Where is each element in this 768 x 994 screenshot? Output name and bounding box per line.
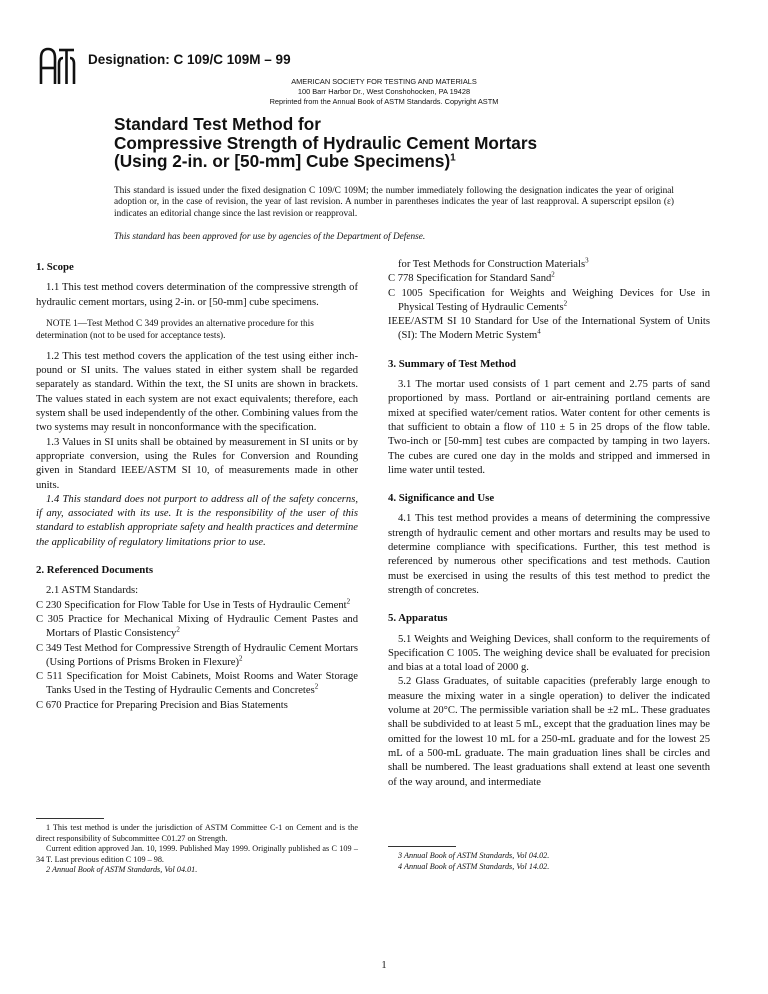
footnote-3: 3 Annual Book of ASTM Standards, Vol 04.02.	[398, 851, 550, 860]
section-1-4: 1.4 This standard does not purport to address all of the safety concerns, if any, associated with its use. It is the responsibility of the user of this standard to establish appropriate safety and health practices and determine the applicability of regulatory limitations prior to use.	[36, 493, 358, 548]
standard-notice: This standard is issued under the fixed designation C 109/C 109M; the number immediately following the designation indicates the year of original adoption or, in the case of revision, the year of last revision. A number in parentheses indicates the year of last reapproval. A superscript epsilon (ε) indicates an editorial change since the last revision or reapproval.	[114, 186, 674, 219]
footnote-1-edition: Current edition approved Jan. 10, 1999. Published May 1999. Originally published as C 109 – 34 T. Last previous edition C 109 – 98.	[36, 844, 358, 864]
footnote-4: 4 Annual Book of ASTM Standards, Vol 14.02.	[398, 861, 550, 871]
footnote-1: 1 This test method is under the jurisdiction of ASTM Committee C-1 on Cement and is the direct responsibility of Subcommittee C01.27 on Strength.	[36, 823, 358, 843]
society-address: 100 Barr Harbor Dr., West Conshohocken, PA 19428	[297, 87, 471, 96]
footnotes-left	[36, 818, 358, 876]
reference-item: C 778 Specification for Standard Sand$^2$	[388, 270, 555, 285]
section-2-1: 2.1 ASTM Standards:	[46, 585, 139, 597]
apparatus-heading: 5. Apparatus	[388, 612, 448, 625]
section-4-1: 4.1 This test method provides a means of determining the compressive strength of hydraulic cement and other mortars and results may be used to determine compliance with specifications. Further, this test method is referenced by numerous other specifications and test methods. Caution must be exercised in using the results of this test method to predict the strength of concretes.	[388, 513, 710, 596]
footnote-rule	[388, 846, 456, 847]
dod-approval: This standard has been approved for use by agencies of the Department of Defense.	[114, 232, 426, 242]
reference-item: C 511 Specification for Moist Cabinets, Moist Rooms and Water Storage Tanks Used in the Testing of Hydraulic Cements and Concretes$^2$	[36, 671, 358, 697]
footnotes-right	[388, 846, 710, 872]
significance-heading: 4. Significance and Use	[388, 492, 495, 505]
reference-item: C 1005 Specification for Weights and Weighing Devices for Use in Physical Testing of Hydraulic Cements$^2$	[388, 287, 710, 313]
title-footnote-mark: 1	[450, 152, 456, 164]
reference-item: C 670 Practice for Preparing Precision and Bias Statements	[36, 699, 288, 711]
footnote-2: 2 Annual Book of ASTM Standards, Vol 04.01.	[46, 865, 198, 874]
section-1-3: 1.3 Values in SI units shall be obtained by measurement in SI units or by appropriate conversion, using the Rules for Conversion and Rounding given in Standard IEEE/ASTM SI 10, of measurements made in other units.	[36, 436, 358, 491]
scope-heading: 1. Scope	[36, 261, 74, 273]
reference-item: C 349 Test Method for Compressive Strength of Hydraulic Cement Mortars (Using Portions of Prisms Broken in Flexure)$^2$	[36, 642, 358, 668]
note-1: NOTE 1—Test Method C 349 provides an alternative procedure for this determination (not to be used for acceptance tests).	[36, 318, 314, 341]
referenced-documents-heading: 2. Referenced Documents	[36, 564, 154, 577]
reference-item: C 230 Specification for Flow Table for Use in Tests of Hydraulic Cement$^2$	[36, 597, 351, 611]
section-1-2: 1.2 This test method covers the application of the test using either inch-pound or SI units. The values stated in either system shall be regarded separately as standard. Within the text, the SI units are shown in brackets. The values stated in each system are not exact equivalents; therefore, each system shall be used independently of the other. Combining values from the two systems may result in nonconformance with the specification.	[36, 350, 358, 434]
reference-item: C 305 Practice for Mechanical Mixing of Hydraulic Cement Pastes and Mortars of Plastic Consistency$^2$	[36, 613, 358, 640]
title-line-3: (Using 2-in. or [50-mm] Cube Specimens)$^1$	[114, 151, 456, 171]
society-name: AMERICAN SOCIETY FOR TESTING AND MATERIALS	[291, 77, 477, 86]
summary-heading: 3. Summary of Test Method	[388, 357, 517, 370]
left-column	[36, 258, 358, 874]
title-line-1: Standard Test Method for	[114, 114, 321, 134]
reference-item-cont: for Test Methods for Construction Materials$^3$	[398, 256, 589, 270]
designation: Designation: C 109/C 109M – 99	[88, 52, 291, 67]
section-5-1: 5.1 Weights and Weighing Devices, shall conform to the requirements of Specification C 1005. The weighing device shall be evaluated for precision and bias at a total load of 2000 g.	[388, 633, 710, 674]
document-title	[114, 115, 674, 171]
title-line-2: Compressive Strength of Hydraulic Cement Mortars	[114, 132, 538, 153]
reference-item: IEEE/ASTM SI 10 Standard for Use of the International System of Units (SI): The Modern Metric System$^4$	[388, 316, 710, 342]
section-5-2: 5.2 Glass Graduates, of suitable capacities (preferably large enough to measure the mixing water in a single operation) to deliver the indicated volume at 20°C. The permissible variation shall be ±2 mL. These graduates shall be subdivided to at least 5 mL, except that the graduation lines may be omitted for the lowest 10 mL for a 250-mL graduate and for the lowest 25 mL of a 500-mL graduate. The main graduation lines shall be circles and shall be numbered. The least graduations shall extend at least one seventh of the way around, and intermediate	[388, 676, 710, 788]
reprint-notice: Reprinted from the Annual Book of ASTM Standards. Copyright ASTM	[269, 97, 499, 106]
reference-list	[36, 599, 358, 713]
footnote-rule	[36, 818, 104, 819]
page-number: 1	[381, 960, 387, 971]
right-column	[388, 256, 710, 871]
section-1-1: 1.1 This test method covers determination of the compressive strength of hydraulic cement mortars, using 2-in. or [50-mm] cube specimens.	[36, 282, 358, 308]
section-3-1: 3.1 The mortar used consists of 1 part cement and 2.75 parts of sand proportioned by mass. Portland or air-entraining portland cements are mixed at specified water/cement ratios. Water content for other cements is that sufficient to obtain a flow of 110 ± 5 in 25 drops of the flow table. Two-inch or [50-mm] test cubes are compacted by tamping in two layers. The cubes are cured one day in the molds and stripped and immersed in lime water until tested.	[388, 379, 710, 476]
